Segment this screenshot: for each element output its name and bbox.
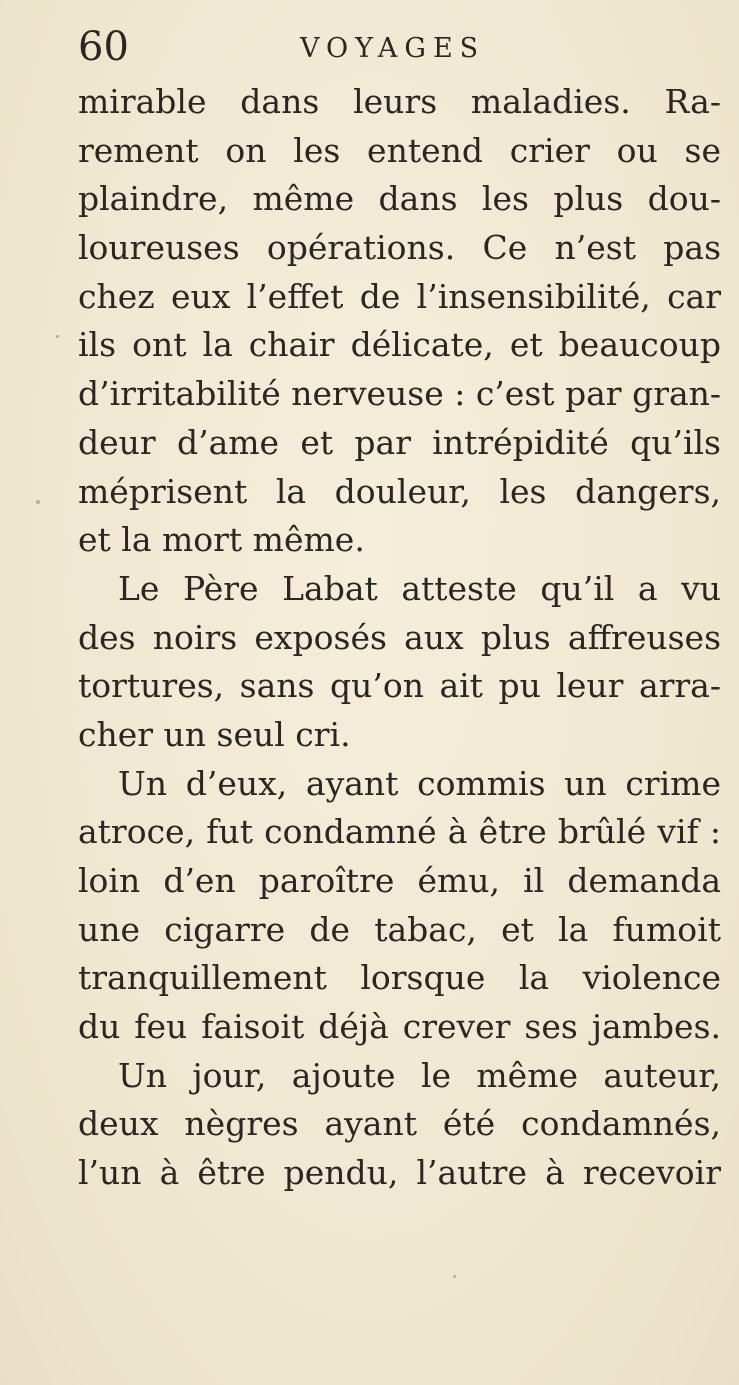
text-line: une cigarre de tabac, et la fumoit — [78, 909, 721, 949]
text-line: loin d’en paroître ému, il demanda — [78, 861, 721, 900]
text-line: Un jour, ajoute le même auteur, — [118, 1055, 721, 1095]
text-line: du feu faisoit déjà crever ses jambes. — [78, 1007, 721, 1047]
paper-speck — [36, 500, 40, 504]
text-line: deux nègres ayant été condamnés, — [78, 1104, 721, 1144]
body-text — [78, 78, 721, 1198]
text-line: Un d’eux, ayant commis un crime — [118, 763, 721, 803]
text-line: tortures, sans qu’on ait pu leur arra- — [78, 666, 721, 706]
text-line: l’un à être pendu, l’autre à recevoir — [78, 1153, 721, 1193]
page-number: 60 — [78, 24, 129, 70]
text-line: des noirs exposés aux plus affreuses — [78, 617, 721, 657]
text-line: d’irritabilité nerveuse : c’est par gran- — [78, 374, 722, 414]
text-line: plaindre, même dans les plus dou- — [78, 179, 721, 219]
text-line: atroce, fut condamné à être brûlé vif : — [78, 812, 721, 852]
text-line: rement on les entend crier ou se — [78, 130, 721, 170]
running-head: VOYAGES — [300, 33, 486, 64]
page-header — [78, 22, 718, 72]
text-line: chez eux l’effet de l’insensibilité, car — [78, 276, 721, 316]
text-line: méprisent la douleur, les dangers, — [78, 471, 721, 511]
paper-speck — [453, 1275, 456, 1278]
text-line: et la mort même. — [78, 520, 365, 560]
text-line: cher un seul cri. — [78, 714, 351, 754]
text-line: Le Père Labat atteste qu’il a vu — [118, 568, 721, 608]
text-line: tranquillement lorsque la violence — [78, 958, 721, 998]
text-line: mirable dans leurs maladies. Ra- — [78, 82, 721, 121]
paper-speck — [56, 335, 59, 338]
text-line: ils ont la chair délicate, et beaucoup — [78, 325, 721, 365]
text-line: loureuses opérations. Ce n’est pas — [78, 228, 721, 268]
text-line: deur d’ame et par intrépidité qu’ils — [78, 422, 721, 462]
